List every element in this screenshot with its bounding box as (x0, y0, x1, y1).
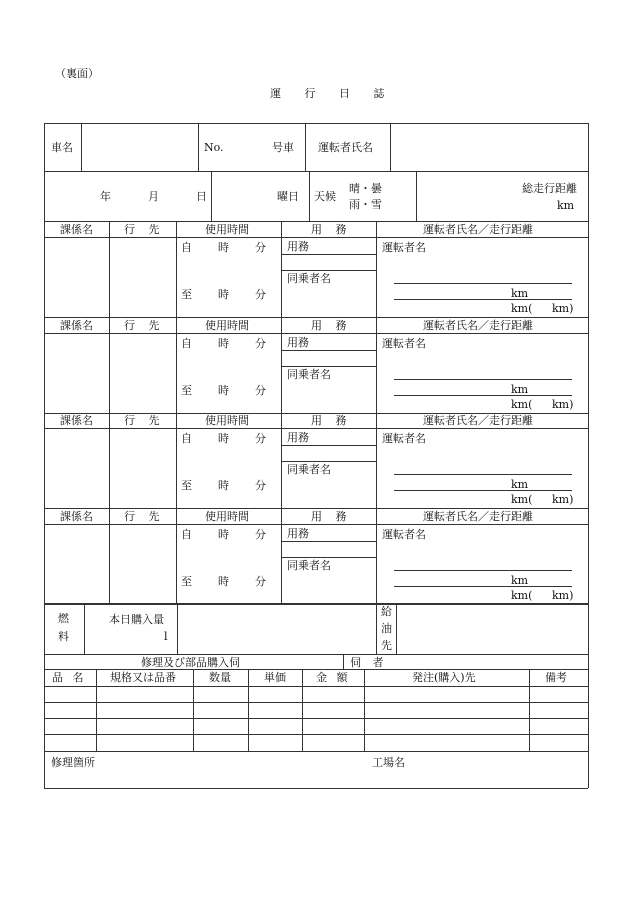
line (81, 123, 82, 171)
fuel-char-1: 燃 (58, 612, 69, 625)
line (44, 734, 588, 735)
trip-4-to: 至 (181, 575, 192, 588)
repair-location-label: 修理箇所 (51, 756, 95, 769)
trip-1-bottom (44, 317, 588, 318)
trip-1-km-open: km( (511, 302, 533, 315)
page-title: 運 行 日 誌 (270, 87, 395, 100)
no-label: No. (204, 141, 224, 154)
trip-1-to-minute: 分 (255, 288, 266, 301)
line (309, 171, 310, 221)
trip-1-section-header: 課係名 (60, 223, 93, 236)
line (376, 221, 377, 317)
trip-2-time-header: 使用時間 (205, 319, 249, 332)
driver-name-label: 運転者氏名 (318, 141, 373, 154)
line (281, 461, 376, 462)
line (176, 508, 177, 604)
col-amount: 金 額 (316, 671, 351, 684)
trip-4-destination-header: 行 先 (124, 510, 165, 523)
car-name-label: 車名 (51, 141, 73, 154)
frame-left (44, 123, 45, 788)
col-unit-price: 単価 (264, 671, 286, 684)
line (281, 557, 376, 558)
trip-1-driver-header: 運転者氏名／走行距離 (423, 223, 533, 236)
line (193, 669, 194, 751)
fuel-purchase-label: 本日購入量 (109, 613, 164, 626)
repair-header: 修理及び部品購入伺 (141, 656, 240, 669)
col-quantity: 数量 (209, 671, 231, 684)
fuel-char-2: 料 (58, 630, 69, 643)
line (248, 669, 249, 751)
day-label: 日 (196, 190, 207, 203)
line (44, 171, 588, 172)
col-remarks: 備考 (545, 671, 567, 684)
trip-2-driver-name-label: 運転者名 (382, 337, 426, 350)
trip-4-from: 自 (181, 528, 192, 541)
trip-4-from-minute: 分 (255, 528, 266, 541)
trip-4-driver-name-label: 運転者名 (382, 528, 426, 541)
trip-4-header-bottom (44, 524, 588, 525)
line (396, 603, 397, 654)
refuel-char-1: 給 (381, 605, 392, 618)
side-label: （裏面） (55, 67, 99, 80)
trip-1-time-header: 使用時間 (205, 223, 249, 236)
trip-3-from-hour: 時 (218, 432, 229, 445)
line (529, 669, 530, 751)
line (44, 718, 588, 719)
line (416, 171, 417, 221)
trip-1-driver-name-label: 運転者名 (382, 241, 426, 254)
line (281, 445, 376, 446)
trip-3-purpose-header: 用 務 (311, 414, 352, 427)
trip-3-from: 自 (181, 432, 192, 445)
trip-4-purpose-label: 用務 (287, 527, 309, 540)
trip-2-to-hour: 時 (218, 384, 229, 397)
trip-1-passenger-label: 同乗者名 (287, 272, 331, 285)
trip-4-bottom (44, 604, 588, 605)
trip-2-header-bottom (44, 333, 588, 334)
trip-2-to: 至 (181, 384, 192, 397)
trip-4-driver-header: 運転者氏名／走行距離 (423, 510, 533, 523)
trip-4-km-close: km) (552, 589, 574, 602)
trip-3-driver-name-label: 運転者名 (382, 432, 426, 445)
weather-option-2: 雨・雪 (349, 198, 382, 211)
trip-1-km-close: km) (552, 302, 574, 315)
weather-label: 天候 (314, 190, 336, 203)
line (44, 702, 588, 703)
line (198, 123, 199, 171)
trip-3-to: 至 (181, 479, 192, 492)
line (343, 654, 344, 669)
trip-4-km: km (511, 574, 529, 587)
line (281, 508, 282, 604)
trip-2-km: km (511, 383, 529, 396)
trip-3-passenger-label: 同乗者名 (287, 463, 331, 476)
line (44, 686, 588, 687)
car-number-suffix: 号車 (272, 141, 294, 154)
driver-line (394, 570, 572, 571)
trip-1-from-hour: 時 (218, 241, 229, 254)
line (281, 350, 376, 351)
line (44, 603, 588, 604)
col-item-name: 品 名 (52, 671, 87, 684)
trip-4-km-open: km( (511, 589, 533, 602)
weekday-label: 曜日 (277, 190, 299, 203)
line (281, 221, 282, 317)
trip-3-section-header: 課係名 (60, 414, 93, 427)
trip-3-km-close: km) (552, 493, 574, 506)
frame-right (588, 123, 589, 788)
trip-3-driver-header: 運転者氏名／走行距離 (423, 414, 533, 427)
line (281, 366, 376, 367)
trip-4-section-header: 課係名 (60, 510, 93, 523)
trip-4-to-hour: 時 (218, 575, 229, 588)
trip-2-to-minute: 分 (255, 384, 266, 397)
driver-line (394, 379, 572, 380)
factory-name-label: 工場名 (372, 756, 405, 769)
distance-line (394, 395, 572, 396)
trip-4-time-header: 使用時間 (205, 510, 249, 523)
distance-line (394, 490, 572, 491)
repair-witness: 伺 者 (350, 656, 388, 669)
line (376, 412, 377, 508)
trip-3-from-minute: 分 (255, 432, 266, 445)
line (96, 669, 97, 751)
distance-line (394, 586, 572, 587)
total-distance-label: 総走行距離 (522, 182, 577, 195)
trip-1-purpose-label: 用務 (287, 240, 309, 253)
trip-1-from-minute: 分 (255, 241, 266, 254)
col-supplier: 発注(購入)先 (412, 671, 476, 684)
line (84, 603, 85, 654)
trip-2-section-header: 課係名 (60, 319, 93, 332)
trip-3-km-open: km( (511, 493, 533, 506)
trip-3-to-hour: 時 (218, 479, 229, 492)
trip-1-km: km (511, 287, 529, 300)
trip-2-purpose-label: 用務 (287, 336, 309, 349)
line (281, 270, 376, 271)
trip-2-km-close: km) (552, 398, 574, 411)
line (390, 123, 391, 171)
trip-2-driver-header: 運転者氏名／走行距離 (423, 319, 533, 332)
driver-line (394, 283, 572, 284)
trip-2-from-hour: 時 (218, 337, 229, 350)
trip-1-from: 自 (181, 241, 192, 254)
line (376, 603, 377, 654)
trip-3-bottom (44, 508, 588, 509)
line (176, 412, 177, 508)
trip-4-from-hour: 時 (218, 528, 229, 541)
line (176, 221, 177, 317)
trip-2-purpose-header: 用 務 (311, 319, 352, 332)
trip-2-destination-header: 行 先 (124, 319, 165, 332)
line (211, 171, 212, 221)
line (109, 412, 110, 508)
weather-option-1: 晴・曇 (349, 182, 382, 195)
trip-3-time-header: 使用時間 (205, 414, 249, 427)
trip-3-to-minute: 分 (255, 479, 266, 492)
line (376, 317, 377, 413)
total-distance-unit: km (557, 199, 575, 212)
line (109, 221, 110, 317)
line (281, 254, 376, 255)
trip-4-passenger-label: 同乗者名 (287, 559, 331, 572)
trip-1-destination-header: 行 先 (124, 223, 165, 236)
line (302, 669, 303, 751)
line (281, 317, 282, 413)
col-spec: 規格又は品番 (110, 671, 176, 684)
refuel-char-3: 先 (381, 639, 392, 652)
trip-1-to: 至 (181, 288, 192, 301)
trip-3-km: km (511, 478, 529, 491)
line (44, 751, 588, 752)
driver-line (394, 474, 572, 475)
trip-1-purpose-header: 用 務 (311, 223, 352, 236)
trip-3-purpose-label: 用務 (287, 431, 309, 444)
trip-1-to-hour: 時 (218, 288, 229, 301)
line (176, 317, 177, 413)
line (44, 654, 588, 655)
month-label: 月 (148, 190, 159, 203)
refuel-char-2: 油 (381, 622, 392, 635)
line (109, 508, 110, 604)
trip-2-from: 自 (181, 337, 192, 350)
line (44, 221, 588, 222)
line (281, 412, 282, 508)
line (44, 669, 588, 670)
line (364, 669, 365, 751)
line (305, 123, 306, 171)
fuel-purchase-unit: l (164, 630, 168, 643)
trip-4-purpose-header: 用 務 (311, 510, 352, 523)
frame-bottom (44, 788, 588, 789)
line (281, 541, 376, 542)
trip-2-from-minute: 分 (255, 337, 266, 350)
year-label: 年 (100, 190, 111, 203)
trip-2-passenger-label: 同乗者名 (287, 368, 331, 381)
line (177, 603, 178, 654)
trip-4-to-minute: 分 (255, 575, 266, 588)
distance-line (394, 299, 572, 300)
line (376, 508, 377, 604)
trip-2-km-open: km( (511, 398, 533, 411)
frame-top (44, 123, 588, 124)
line (109, 317, 110, 413)
trip-3-header-bottom (44, 428, 588, 429)
trip-1-header-bottom (44, 237, 588, 238)
trip-3-destination-header: 行 先 (124, 414, 165, 427)
